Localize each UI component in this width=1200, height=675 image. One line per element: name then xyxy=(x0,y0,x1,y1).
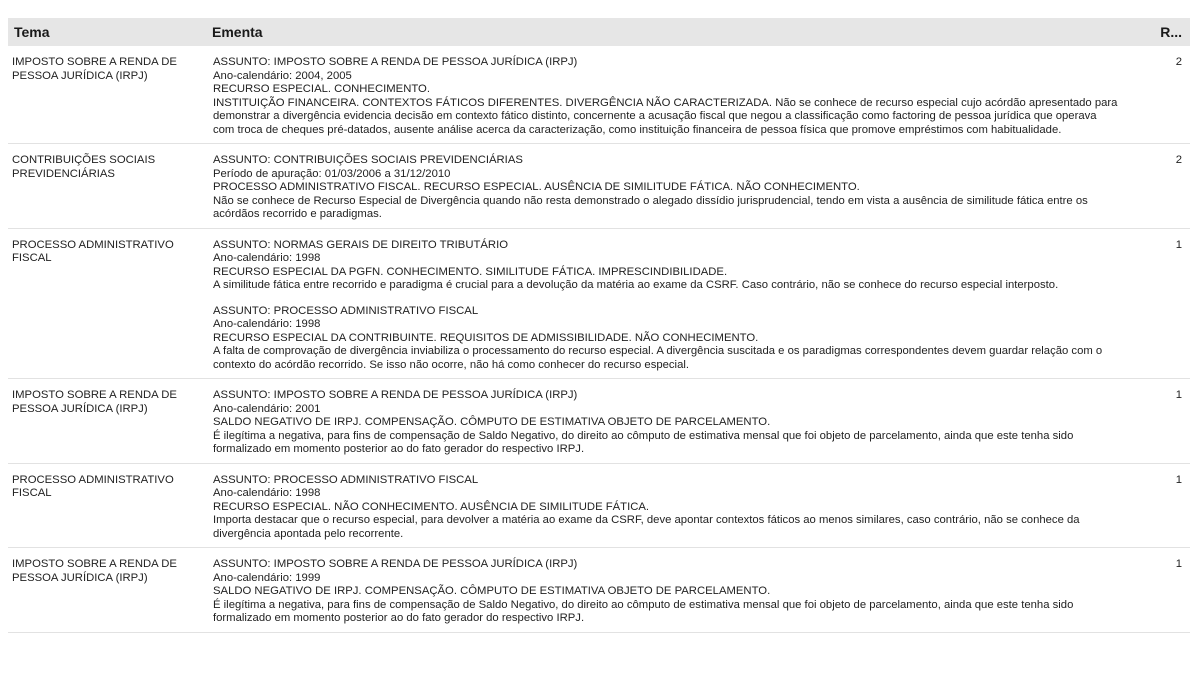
ementa-line: RECURSO ESPECIAL. NÃO CONHECIMENTO. AUSÊNCIA DE SIMILITUDE FÁTICA. xyxy=(213,500,650,513)
ementa-line: RECURSO ESPECIAL DA CONTRIBUINTE. REQUISITOS DE ADMISSIBILIDADE. NÃO CONHECIMENTO. xyxy=(213,331,759,344)
ementa-block xyxy=(213,239,1120,293)
ementa-cell xyxy=(212,474,1150,542)
ementa-line: RECURSO ESPECIAL. CONHECIMENTO. xyxy=(213,83,430,95)
tema-cell: IMPOSTO SOBRE A RENDA DE PESSOA JURÍDICA (IRPJ) xyxy=(12,56,177,82)
ementa-line: Ano-calendário: 1998 xyxy=(213,487,321,499)
ementa-block xyxy=(213,389,1120,457)
tema-cell: CONTRIBUIÇÕES SOCIAIS PREVIDENCIÁRIAS xyxy=(12,154,156,180)
ementa-line: Não se conhece de Recurso Especial de Divergência quando não resta demonstrado o alegado dissídio jurisprudencial, tendo em vista a ausência de similitude fática entre os acórdãos recorrido e paradigmas. xyxy=(213,194,1088,220)
ementa-line: Ano-calendário: 1999 xyxy=(213,571,321,584)
r-count-cell: 2 xyxy=(1175,56,1182,68)
table-row[interactable] xyxy=(8,144,1190,229)
r-count-cell: 1 xyxy=(1175,473,1182,486)
ementa-line: ASSUNTO: IMPOSTO SOBRE A RENDA DE PESSOA JURÍDICA (IRPJ) xyxy=(213,558,578,570)
r-count-cell: 1 xyxy=(1175,558,1182,570)
ementa-line: A similitude fática entre recorrido e paradigma é crucial para a devolução da matéria ao exame da CSRF. Caso contrário, não se conhece do recurso especial interposto. xyxy=(213,279,1059,291)
ementa-line: Ano-calendário: 1998 xyxy=(213,252,321,264)
ementa-line: Ano-calendário: 2001 xyxy=(213,402,321,415)
r-count-cell: 1 xyxy=(1175,389,1182,401)
ementa-line: RECURSO ESPECIAL DA PGFN. CONHECIMENTO. SIMILITUDE FÁTICA. IMPRESCINDIBILIDADE. xyxy=(213,265,728,278)
ementa-line: Ano-calendário: 1998 xyxy=(213,318,321,330)
r-count-cell: 1 xyxy=(1175,238,1182,251)
column-header-tema[interactable]: Tema xyxy=(14,24,50,40)
ementa-block xyxy=(213,56,1120,137)
tema-cell: PROCESSO ADMINISTRATIVO FISCAL xyxy=(12,238,174,264)
table-row[interactable] xyxy=(8,379,1190,464)
ementa-line: ASSUNTO: IMPOSTO SOBRE A RENDA DE PESSOA JURÍDICA (IRPJ) xyxy=(213,389,578,401)
ementa-line: ASSUNTO: PROCESSO ADMINISTRATIVO FISCAL xyxy=(213,473,479,486)
ementa-line: Período de apuração: 01/03/2006 a 31/12/2010 xyxy=(213,167,451,180)
table-row[interactable] xyxy=(8,229,1190,380)
ementa-line: ASSUNTO: IMPOSTO SOBRE A RENDA DE PESSOA JURÍDICA (IRPJ) xyxy=(213,56,578,68)
ementa-line: A falta de comprovação de divergência inviabiliza o processamento do recurso especial. A divergência suscitada e os paradigmas correspondentes devem guardar relação com o contexto do acórdão recorrido. Se isso não ocorre, não há como conhecer do recurso especial. xyxy=(213,345,1103,371)
column-header-ementa[interactable]: Ementa xyxy=(212,24,263,40)
column-header-r[interactable]: R... xyxy=(1160,24,1182,40)
r-count-cell: 2 xyxy=(1175,154,1182,166)
ementa-cell xyxy=(212,239,1150,373)
tema-cell: IMPOSTO SOBRE A RENDA DE PESSOA JURÍDICA (IRPJ) xyxy=(12,389,177,415)
ementa-line: SALDO NEGATIVO DE IRPJ. COMPENSAÇÃO. CÔMPUTO DE ESTIMATIVA OBJETO DE PARCELAMENTO. xyxy=(213,416,771,428)
ementa-line: INSTITUIÇÃO FINANCEIRA. CONTEXTOS FÁTICOS DIFERENTES. DIVERGÊNCIA NÃO CARACTERIZADA. Não se conhece de recurso especial cujo acórdão apresentado para demonstrar a divergência evidencia decisão em contexto fático distinto, concernente a acusação fiscal que negou a classificação como factoring de pessoa jurídica que operava com troca de cheques pré-datados, ausente análise acerca da caracterização, como instituição financeira de pessoa física que promove empréstimos com habitualidade. xyxy=(213,96,1118,136)
tema-cell: IMPOSTO SOBRE A RENDA DE PESSOA JURÍDICA (IRPJ) xyxy=(12,558,177,584)
ementa-cell xyxy=(212,558,1150,626)
ementa-block xyxy=(213,474,1120,542)
ementa-line: PROCESSO ADMINISTRATIVO FISCAL. RECURSO ESPECIAL. AUSÊNCIA DE SIMILITUDE FÁTICA. NÃO CONHECIMENTO. xyxy=(213,181,860,193)
table-row[interactable] xyxy=(8,46,1190,144)
ementa-line: SALDO NEGATIVO DE IRPJ. COMPENSAÇÃO. CÔMPUTO DE ESTIMATIVA OBJETO DE PARCELAMENTO. xyxy=(213,585,771,597)
ementa-line: ASSUNTO: CONTRIBUIÇÕES SOCIAIS PREVIDENCIÁRIAS xyxy=(213,154,523,166)
ementa-block xyxy=(213,154,1120,222)
table-header xyxy=(8,18,1190,46)
ementa-line: É ilegítima a negativa, para fins de compensação de Saldo Negativo, do direito ao cômputo de estimativa mensal que foi objeto de parcelamento, ainda que este tenha sido formalizado em momento posterior ao do fato gerador do respectivo IRPJ. xyxy=(213,598,1074,624)
tema-cell: PROCESSO ADMINISTRATIVO FISCAL xyxy=(12,473,174,499)
ementa-line: ASSUNTO: NORMAS GERAIS DE DIREITO TRIBUTÁRIO xyxy=(213,238,509,251)
ementa-line: Importa destacar que o recurso especial, para devolver a matéria ao exame da CSRF, deve apontar contextos fáticos ao menos similares, caso contrário, não se conhece da divergência apontada pelo recorrente. xyxy=(213,514,1080,540)
ementa-cell xyxy=(212,389,1150,457)
ementa-block xyxy=(213,558,1120,626)
table-body xyxy=(8,46,1190,633)
ementa-line: É ilegítima a negativa, para fins de compensação de Saldo Negativo, do direito ao cômputo de estimativa mensal que foi objeto de parcelamento, ainda que este tenha sido formalizado em momento posterior ao do fato gerador do respectivo IRPJ. xyxy=(213,429,1074,455)
ementa-cell xyxy=(212,154,1150,222)
table-row[interactable] xyxy=(8,464,1190,549)
ementa-cell xyxy=(212,56,1150,137)
ementa-line: Ano-calendário: 2004, 2005 xyxy=(213,69,352,82)
table-row[interactable] xyxy=(8,548,1190,633)
ementa-line: ASSUNTO: PROCESSO ADMINISTRATIVO FISCAL xyxy=(213,304,479,317)
results-table xyxy=(8,18,1190,633)
ementa-block xyxy=(213,305,1120,373)
